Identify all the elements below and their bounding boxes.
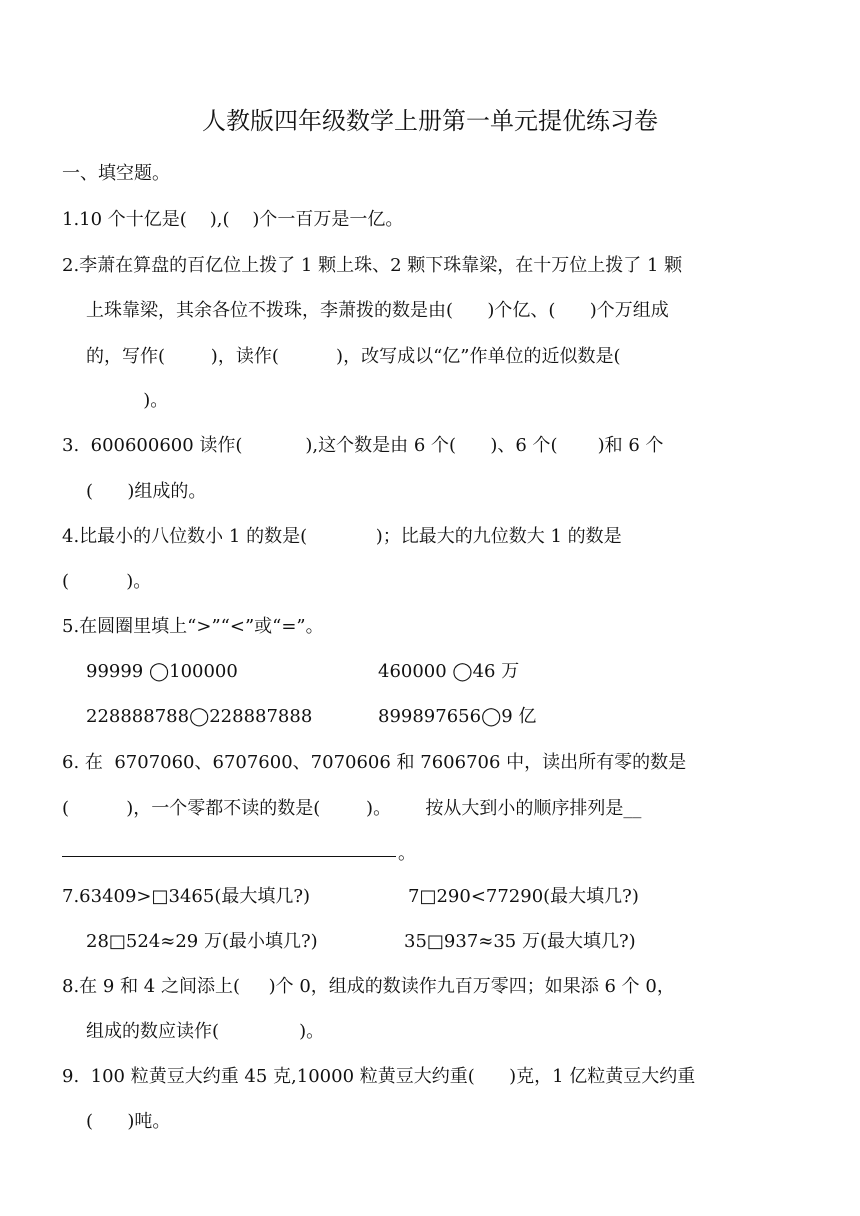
question-5-prompt: 5.在圆圈里填上“>”“<”或“=”。 bbox=[62, 616, 324, 637]
question-6-line-2: ( )，一个零都不读的数是( )。 按从大到小的顺序排列是__ bbox=[62, 798, 642, 819]
question-5-pair-4: 899897656◯9 亿 bbox=[378, 706, 537, 727]
question-9-line-1: 9. 100 粒黄豆大约重 45 克,10000 粒黄豆大约重( )克，1 亿粒黄豆大约重 bbox=[62, 1066, 696, 1087]
question-2-line-4: )。 bbox=[86, 390, 169, 411]
section-heading: 一、填空题。 bbox=[62, 163, 170, 184]
question-3-line-1: 3. 600600600 读作( ),这个数是由 6 个( )、6 个( )和 6 个 bbox=[62, 435, 664, 456]
question-5-pair-2: 460000 ◯46 万 bbox=[378, 661, 520, 682]
question-2-line-1: 2.李萧在算盘的百亿位上拨了 1 颗上珠、2 颗下珠靠梁，在十万位上拨了 1 颗 bbox=[62, 255, 683, 276]
question-6-answer-line bbox=[62, 856, 396, 857]
question-2-line-2: 上珠靠梁，其余各位不拨珠，李萧拨的数是由( )个亿、( )个万组成 bbox=[86, 300, 669, 321]
question-4-line-1: 4.比最小的八位数小 1 的数是( )；比最大的九位数大 1 的数是 bbox=[62, 526, 622, 547]
question-8-line-2: 组成的数应读作( )。 bbox=[86, 1021, 325, 1042]
question-7-part-1: 7.63409>□3465(最大填几?) bbox=[62, 886, 311, 907]
question-1: 1.10 个十亿是( ),( )个一百万是一亿。 bbox=[62, 209, 404, 230]
question-6-line-3: 。 bbox=[398, 843, 416, 864]
question-7-part-4: 35□937≈35 万(最大填几?) bbox=[404, 931, 636, 952]
question-6-line-1: 6. 在 6707060、6707600、7070606 和 7606706 中，读出所有零的数是 bbox=[62, 752, 687, 773]
question-9-line-2: ( )吨。 bbox=[86, 1111, 171, 1132]
question-4-line-2: ( )。 bbox=[62, 571, 152, 592]
page-title: 人教版四年级数学上册第一单元提优练习卷 bbox=[202, 107, 658, 135]
question-3-line-2: ( )组成的。 bbox=[86, 481, 207, 502]
question-5-pair-1: 99999 ◯100000 bbox=[86, 661, 238, 682]
question-5-pair-3: 228888788◯228887888 bbox=[86, 706, 313, 727]
question-8-line-1: 8.在 9 和 4 之间添上( )个 0，组成的数读作九百万零四；如果添 6 个 0， bbox=[62, 976, 675, 997]
question-7-part-2: 7□290<77290(最大填几?) bbox=[408, 886, 639, 907]
question-7-part-3: 28□524≈29 万(最小填几?) bbox=[86, 931, 318, 952]
question-2-line-3: 的，写作( )，读作( )，改写成以“亿”作单位的近似数是( bbox=[86, 346, 621, 367]
